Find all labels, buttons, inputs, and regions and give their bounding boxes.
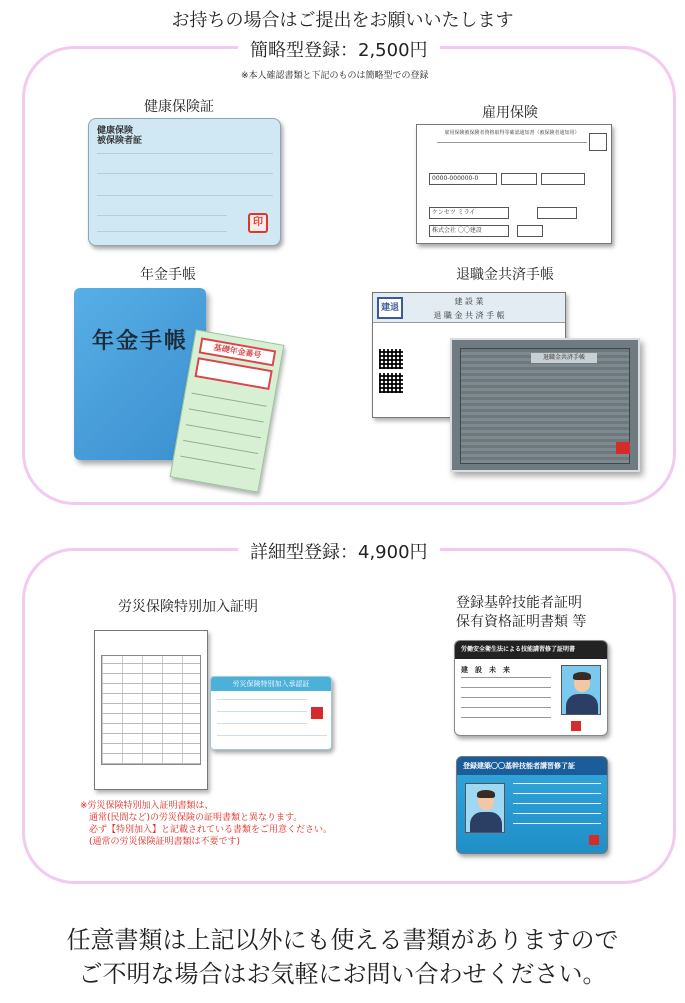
red-seal-icon — [311, 707, 323, 719]
card-line — [97, 215, 227, 216]
card-line — [513, 813, 601, 814]
card-line — [513, 803, 601, 804]
koyo-field — [537, 207, 577, 219]
rousai-note — [80, 800, 400, 848]
taishoku-label: 退職金共済手帳 — [456, 267, 554, 283]
page-rule — [183, 440, 258, 454]
page-rule — [186, 424, 261, 438]
ginou-label-line1: 登録基幹技能者証明 — [456, 595, 582, 611]
koyo-kana-field: ケンセツ ミライ — [429, 207, 509, 219]
card2-title: 登録建築〇〇基幹技能者講習修了証 — [457, 757, 608, 775]
card-line — [461, 687, 551, 688]
card-line — [461, 707, 551, 708]
koyo-form-title: 雇用保険被保険者資格取得等確認通知書（被保険者通知用） — [437, 129, 587, 143]
taishoku-book-title: 建 設 業 退 職 金 共 済 手 帳 — [373, 293, 565, 323]
barcode-icon — [379, 349, 403, 369]
nenkin-label: 年金手帳 — [140, 267, 196, 283]
footer-line-2: ご不明な場合はお気軽にお問い合わせください。 — [78, 960, 607, 988]
card1-name: 建 設 未 来 — [461, 666, 510, 674]
card-line — [461, 697, 551, 698]
detail-registration-title: 詳細型登録：4,900円 — [238, 538, 440, 564]
page-rule — [189, 408, 264, 422]
rousai-note-line: 通常(民間など)の労災保険の証明書類と異なります。 — [80, 813, 303, 823]
footer-line-1: 任意書類は上記以外にも使える書類がありますので — [66, 926, 619, 954]
koyo-number-field: 0000-000000-0 — [429, 173, 497, 185]
koyo-label: 雇用保険 — [482, 105, 538, 121]
person-photo-icon — [465, 783, 505, 833]
health-insurance-card-image — [88, 118, 281, 246]
card-line — [97, 231, 227, 232]
kenko-label: 健康保険証 — [144, 99, 214, 115]
card-line — [217, 723, 307, 724]
card-line — [97, 195, 273, 196]
stamp-box-icon — [589, 133, 607, 151]
rousai-label: 労災保険特別加入証明 — [118, 599, 258, 615]
rousai-card-title: 労災保険特別加入承認証 — [211, 677, 331, 691]
red-seal-icon — [571, 721, 581, 731]
ginou-label-line2: 保有資格証明書類 等 — [456, 614, 587, 630]
koyo-field — [501, 173, 537, 185]
card1-title: 労働安全衛生法による技能講習修了証明書 — [455, 641, 608, 659]
card-inner-panel — [460, 348, 630, 464]
koyo-field — [541, 173, 585, 185]
page-heading: お持ちの場合はご提出をお願いいたします — [171, 10, 514, 31]
taishoku-card-tab: 退職金共済手帳 — [531, 353, 597, 363]
card-line — [461, 677, 551, 678]
kenko-card-title: 健康保険 被保険者証 — [97, 126, 143, 146]
card-line — [217, 711, 307, 712]
employment-insurance-form-image — [416, 124, 612, 244]
workers-comp-certificate-form-image — [94, 630, 208, 790]
skilled-worker-training-card-image — [456, 756, 608, 854]
card-line — [513, 783, 601, 784]
workers-comp-approval-card-image — [210, 676, 332, 750]
skill-training-certificate-card-image — [454, 640, 608, 736]
card-line — [461, 717, 551, 718]
simple-registration-title: 簡略型登録：2,500円 — [238, 36, 440, 62]
red-seal-icon — [589, 835, 599, 845]
person-photo-icon — [561, 665, 601, 715]
rousai-note-line: 必ず【特別加入】と記載されている書類をご用意ください。 — [80, 825, 333, 835]
pension-page-title: 基礎年金番号 — [199, 337, 277, 366]
card-line — [513, 793, 601, 794]
taishoku-emblem-icon: 建退 — [377, 297, 403, 319]
card-line — [217, 735, 327, 736]
card-line — [513, 823, 601, 824]
rousai-note-line: ※労災保険特別加入証明書類は、 — [80, 801, 214, 811]
red-seal-icon — [616, 442, 630, 454]
pension-book-cover-title: 年金手帳 — [91, 329, 188, 354]
simple-registration-note: ※本人確認書類と下記のものは簡略型での登録 — [241, 71, 429, 81]
page-rule — [180, 456, 255, 470]
rousai-note-line: (通常の労災保険証明書類は不要です) — [80, 837, 241, 847]
card-line — [97, 173, 273, 174]
seal-stamp-icon: 印 — [248, 213, 268, 233]
form-grid — [101, 655, 201, 765]
page-rule — [191, 393, 266, 407]
koyo-company-field: 株式会社 〇〇建設 — [429, 225, 509, 237]
retirement-mutual-aid-card-image — [450, 338, 640, 472]
card-line — [217, 699, 307, 700]
card-line — [97, 153, 273, 154]
barcode-icon — [379, 373, 403, 393]
koyo-field — [517, 225, 543, 237]
